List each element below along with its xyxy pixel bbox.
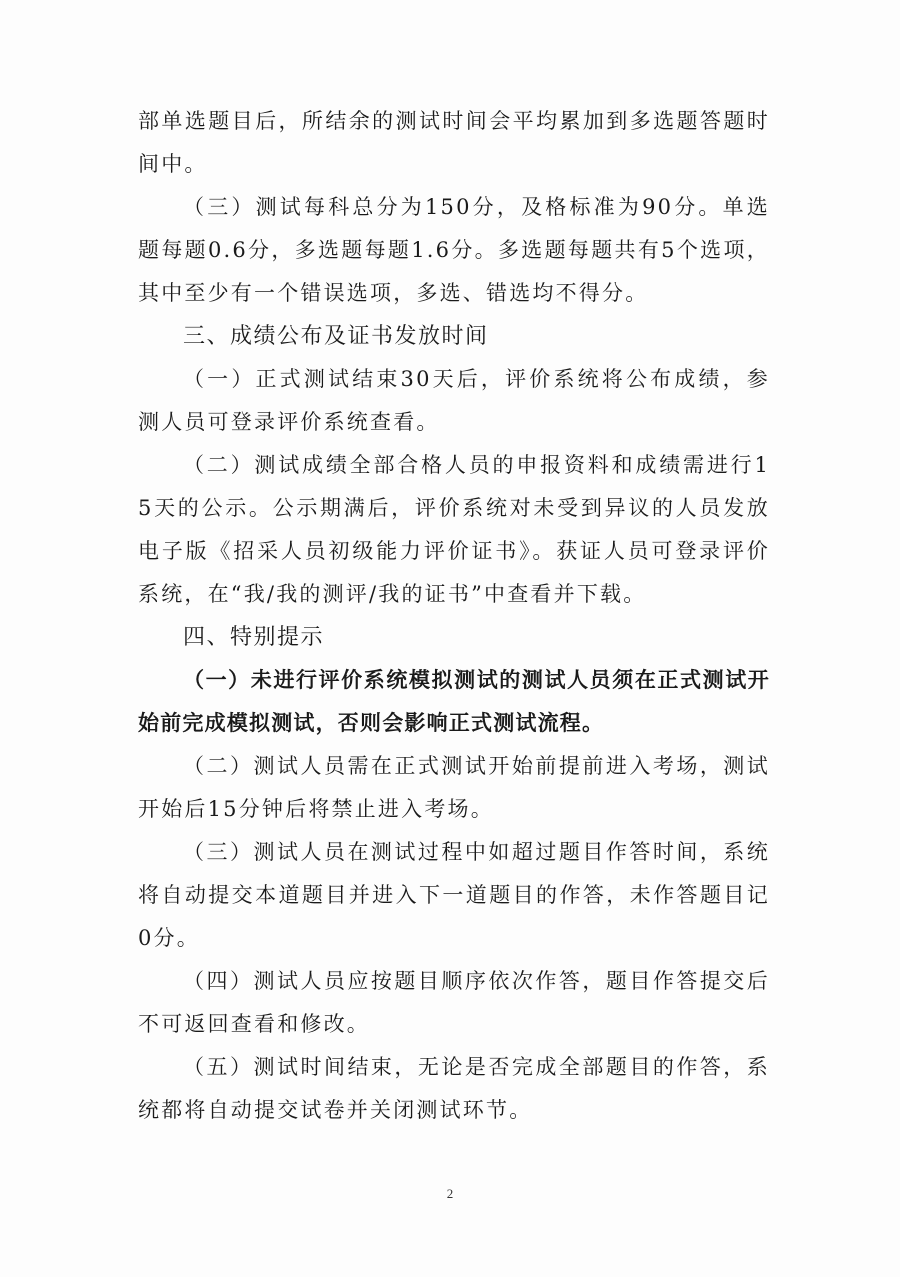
document-body: [138, 100, 770, 1132]
section-heading-results: 三、成绩公布及证书发放时间: [183, 324, 489, 349]
section3-item-1: （一）正式测试结束30天后，评价系统将公布成绩，参测人员可登录评价系统查看。: [138, 367, 770, 434]
page-number: 2: [446, 1186, 454, 1201]
section3-item-2: （二）测试成绩全部合格人员的申报资料和成绩需进行15天的公示。公示期满后，评价系统对未受到异议的人员发放电子版《招采人员初级能力评价证书》。获证人员可登录评价系统，在“我/我的测评/我的证书”中查看并下载。: [138, 453, 770, 606]
section4-item-4: （四）测试人员应按题目顺序依次作答，题目作答提交后不可返回查看和修改。: [138, 969, 770, 1036]
paragraph-continued: 部单选题目后，所结余的测试时间会平均累加到多选题答题时间中。: [138, 109, 770, 176]
section4-item-3: （三）测试人员在测试过程中如超过题目作答时间，系统将自动提交本道题目并进入下一道题目的作答，未作答题目记0分。: [138, 840, 770, 950]
section-heading-special-notes: 四、特别提示: [183, 625, 325, 650]
section4-item-2: （二）测试人员需在正式测试开始前提前进入考场，测试开始后15分钟后将禁止进入考场。: [138, 754, 770, 821]
paragraph-scoring: （三）测试每科总分为150分，及格标准为90分。单选题每题0.6分，多选题每题1.6分。多选题每题共有5个选项，其中至少有一个错误选项，多选、错选均不得分。: [138, 195, 770, 305]
section4-item-5: （五）测试时间结束，无论是否完成全部题目的作答，系统都将自动提交试卷并关闭测试环节。: [138, 1055, 770, 1122]
section4-item-1-bold: （一）未进行评价系统模拟测试的测试人员须在正式测试开始前完成模拟测试，否则会影响正式测试流程。: [138, 668, 770, 735]
